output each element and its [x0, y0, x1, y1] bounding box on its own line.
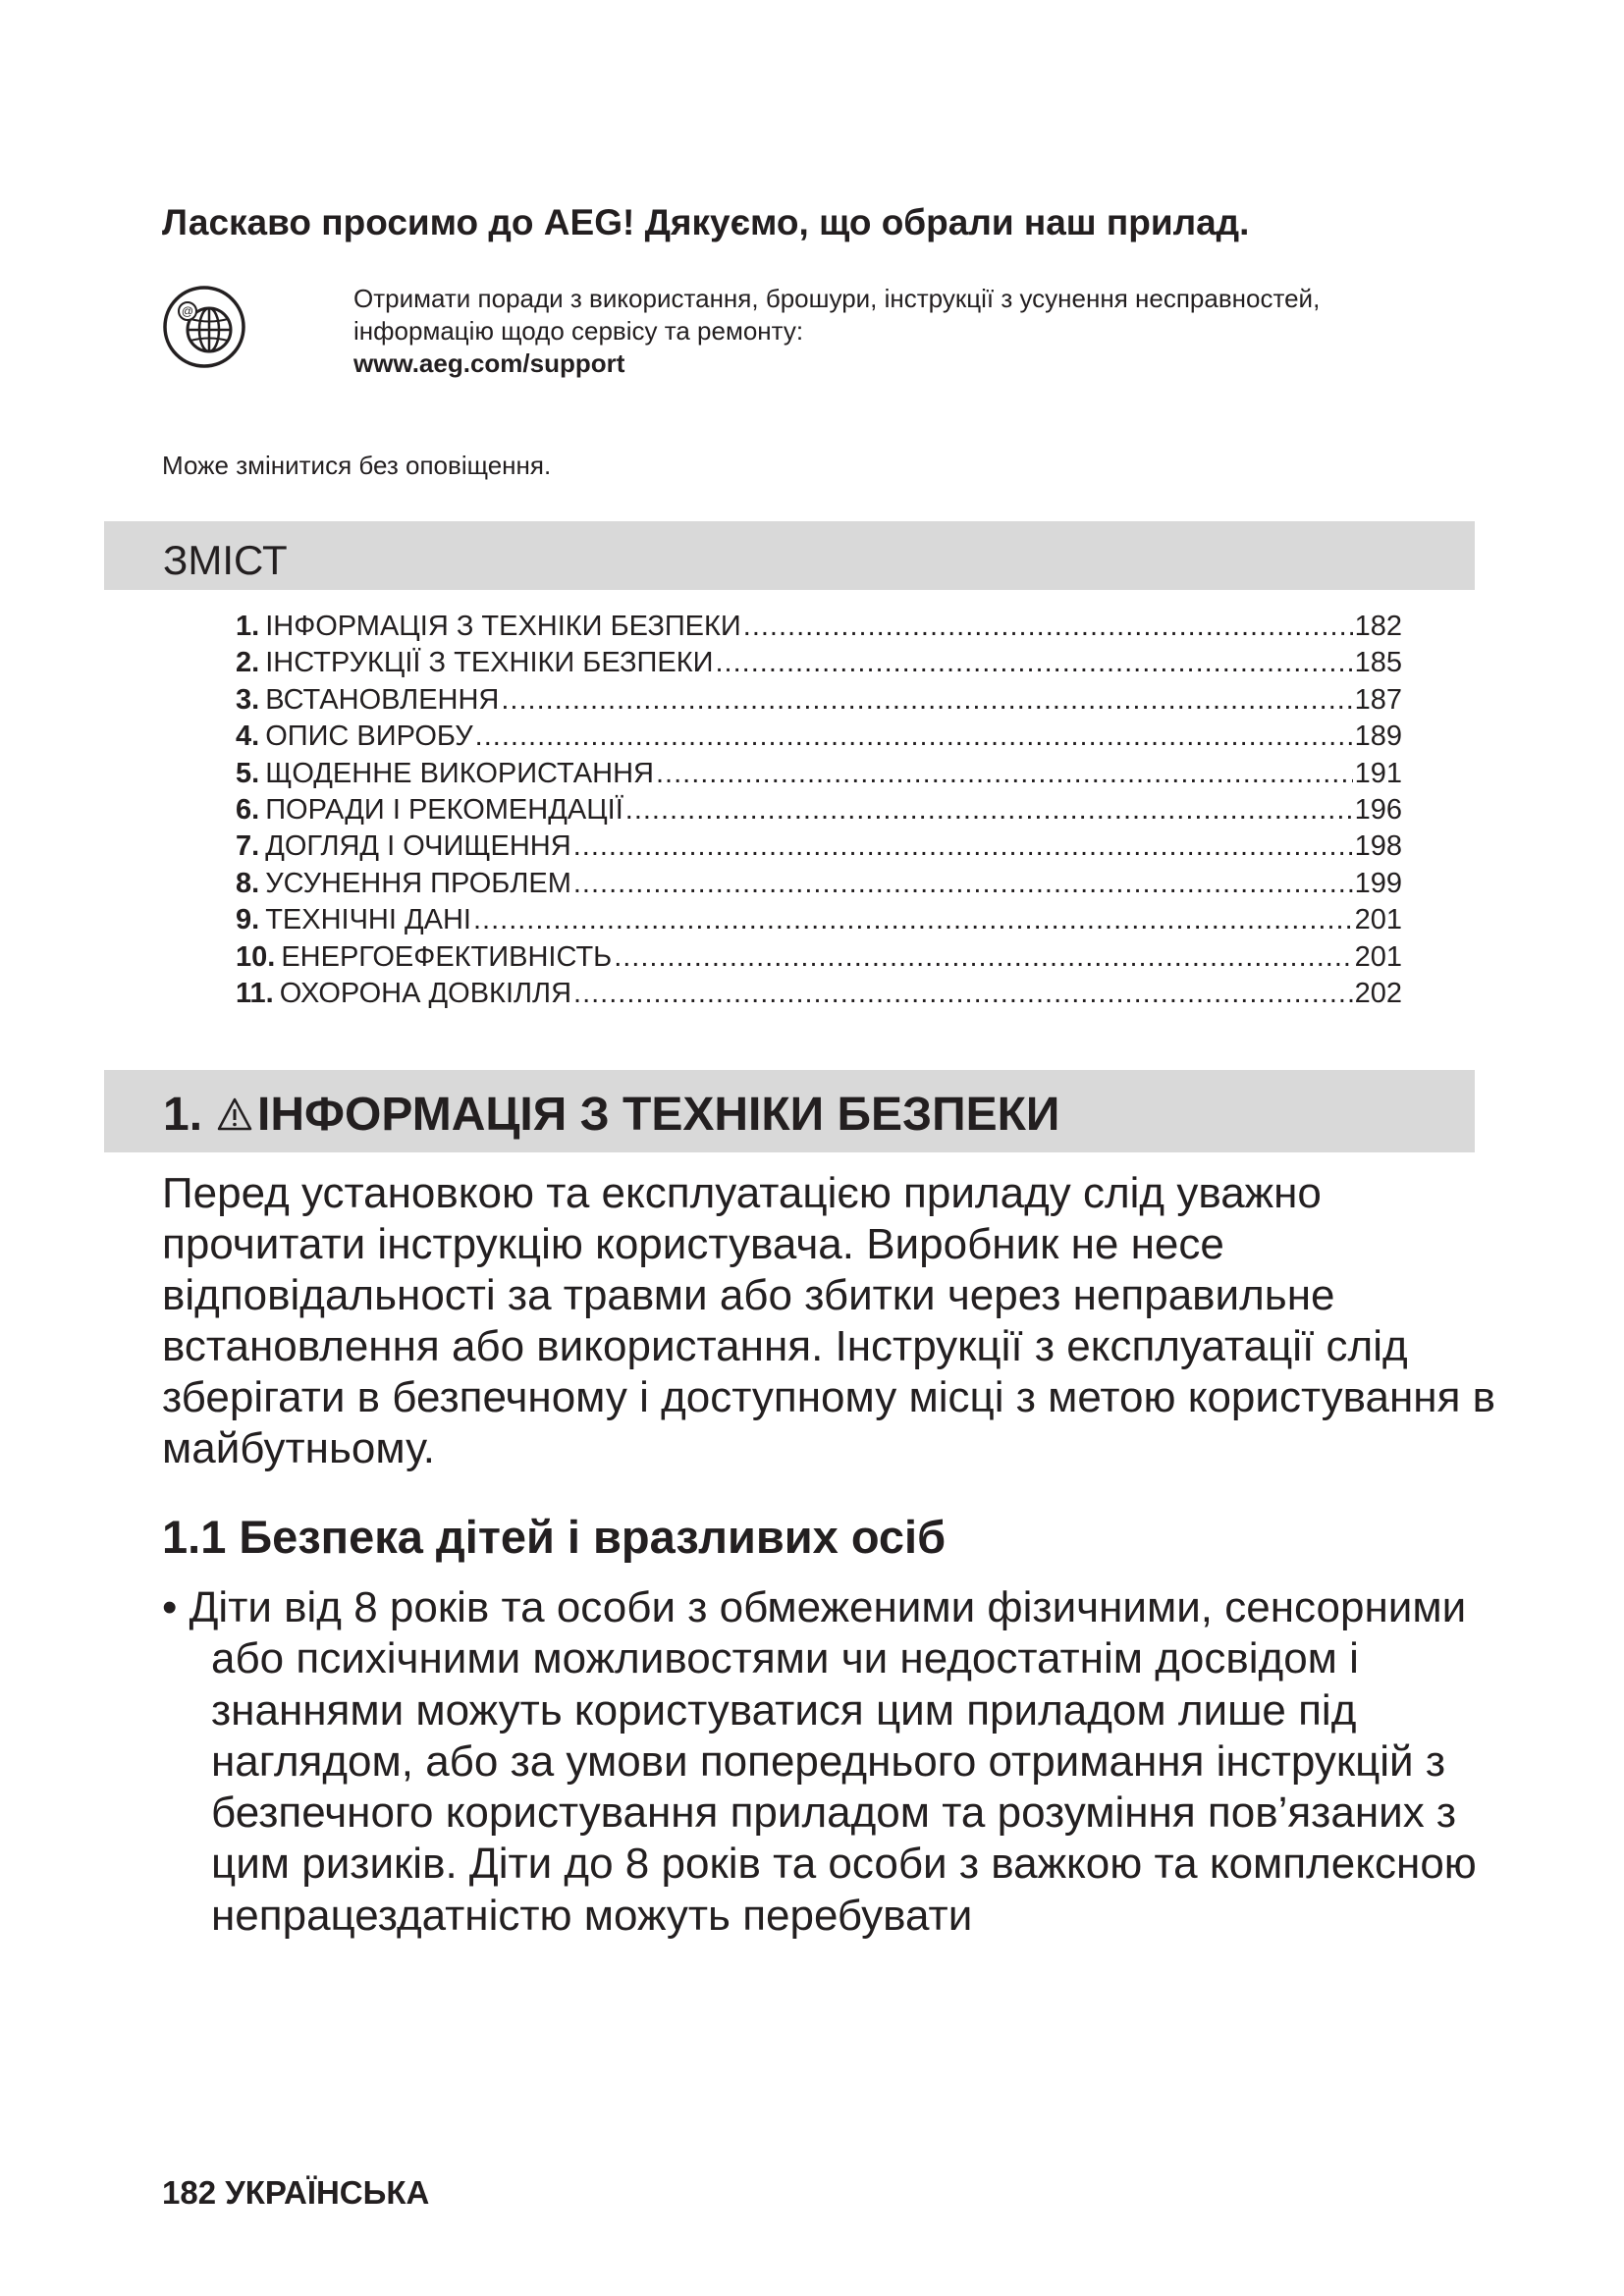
- toc-item-page: 189: [1354, 721, 1402, 753]
- bullet-item: • Діти від 8 років та особи з обмеженими фізичними, сенсорними або психічними можливостями чи недостатнім досвідом і знаннями можуть користуватися цим приладом лише під наглядом, або за умови попереднього отримання інструкцій з безпечного користування приладом та розуміння пов’язаних з цим ризиків. Діти до 8 років та особи з важкою та комплексною непрацездатністю можуть перебувати: [162, 1583, 1477, 1940]
- toc-leader-dots: [501, 682, 1352, 719]
- toc-item[interactable]: [236, 792, 1402, 828]
- toc-item-page: 191: [1354, 757, 1402, 789]
- toc-item[interactable]: [236, 719, 1402, 755]
- toc-item-number: 9.: [236, 904, 260, 936]
- toc-item-number: 5.: [236, 757, 260, 789]
- toc-item-label: ОХОРОНА ДОВКІЛЛЯ: [279, 977, 572, 1009]
- toc-item-label: ДОГЛЯД І ОЧИЩЕННЯ: [265, 830, 571, 863]
- svg-text:@: @: [181, 304, 194, 318]
- toc-item-page: 201: [1354, 940, 1402, 973]
- page-footer: 182 УКРАЇНСЬКА: [162, 2174, 430, 2211]
- toc-item-number: 3.: [236, 683, 260, 716]
- toc-leader-dots: [743, 609, 1353, 645]
- toc-leader-dots: [715, 645, 1352, 681]
- support-text-line1: Отримати поради з використання, брошури, інструкції з усунення несправностей,: [353, 284, 1321, 313]
- toc-leader-dots: [475, 719, 1353, 755]
- toc-item[interactable]: [236, 828, 1402, 865]
- intro-paragraph: Перед установкою та експлуатацією приладу слід уважно прочитати інструкцію користувача. Виробник не несе відповідальності за травми або збитки через неправильне встановлення або використання. Інструкції з експлуатації слід зберігати в безпечному і доступному місці з метою користування в майбутньому.: [162, 1169, 1496, 1472]
- toc-item-number: 1.: [236, 611, 260, 642]
- toc-item-page: 201: [1354, 904, 1402, 936]
- toc-item-page: 199: [1354, 867, 1402, 899]
- support-link[interactable]: www.aeg.com/support: [353, 348, 625, 378]
- globe-icon: [162, 285, 246, 369]
- toc-item-page: 202: [1354, 977, 1402, 1009]
- toc-item[interactable]: [236, 902, 1402, 938]
- toc-item-page: 187: [1354, 683, 1402, 716]
- toc-item[interactable]: [236, 976, 1402, 1012]
- toc-item-label: УСУНЕННЯ ПРОБЛЕМ: [265, 867, 571, 899]
- toc-item-number: 7.: [236, 830, 260, 863]
- toc-item[interactable]: [236, 866, 1402, 902]
- toc-item-number: 11.: [236, 977, 274, 1009]
- toc-item-label: ТЕХНІЧНІ ДАНІ: [265, 904, 471, 936]
- toc-title: ЗМІСТ: [104, 521, 1475, 590]
- toc-item-label: ЩОДЕННЕ ВИКОРИСТАННЯ: [265, 757, 654, 789]
- support-text-line2: інформацію щодо сервісу та ремонту:: [353, 316, 804, 346]
- toc-item-page: 198: [1354, 830, 1402, 863]
- section-number: 1.: [163, 1089, 203, 1141]
- toc-item-page: 185: [1354, 647, 1402, 679]
- toc-leader-dots: [573, 976, 1353, 1012]
- toc-leader-dots: [614, 939, 1352, 976]
- toc-item-label: ВСТАНОВЛЕННЯ: [265, 683, 500, 716]
- toc-item[interactable]: [236, 682, 1402, 719]
- toc-item-label: ІНСТРУКЦІЇ З ТЕХНІКИ БЕЗПЕКИ: [265, 647, 714, 679]
- toc-leader-dots: [473, 902, 1353, 938]
- toc-item-number: 2.: [236, 647, 260, 679]
- table-of-contents: [236, 609, 1402, 1012]
- toc-item-page: 182: [1354, 611, 1402, 642]
- section-title: ІНФОРМАЦІЯ З ТЕХНІКИ БЕЗПЕКИ: [257, 1089, 1060, 1141]
- toc-item-number: 6.: [236, 793, 260, 826]
- toc-item-number: 10.: [236, 940, 276, 973]
- warning-icon: [216, 1096, 253, 1132]
- toc-item-number: 8.: [236, 867, 260, 899]
- toc-leader-dots: [625, 792, 1353, 828]
- section-1-heading: [104, 1070, 1475, 1152]
- toc-leader-dots: [573, 866, 1353, 902]
- welcome-heading: Ласкаво просимо до AEG! Дякуємо, що обрали наш прилад.: [162, 202, 1250, 242]
- subsection-heading: 1.1 Безпека дітей і вразливих осіб: [162, 1511, 947, 1563]
- toc-item-label: ПОРАДИ І РЕКОМЕНДАЦІЇ: [265, 793, 623, 826]
- toc-leader-dots: [573, 828, 1353, 865]
- toc-item[interactable]: [236, 939, 1402, 976]
- toc-item[interactable]: [236, 756, 1402, 792]
- toc-item-page: 196: [1354, 793, 1402, 826]
- support-info: [353, 283, 1320, 380]
- toc-item-label: ІНФОРМАЦІЯ З ТЕХНІКИ БЕЗПЕКИ: [265, 611, 741, 642]
- toc-item-number: 4.: [236, 721, 260, 753]
- toc-item-label: ЕНЕРГОЕФЕКТИВНІСТЬ: [281, 940, 613, 973]
- toc-item[interactable]: [236, 609, 1402, 645]
- toc-item[interactable]: [236, 645, 1402, 681]
- toc-leader-dots: [656, 756, 1353, 792]
- change-notice: Може змінитися без оповіщення.: [162, 451, 552, 480]
- toc-item-label: ОПИС ВИРОБУ: [265, 721, 473, 753]
